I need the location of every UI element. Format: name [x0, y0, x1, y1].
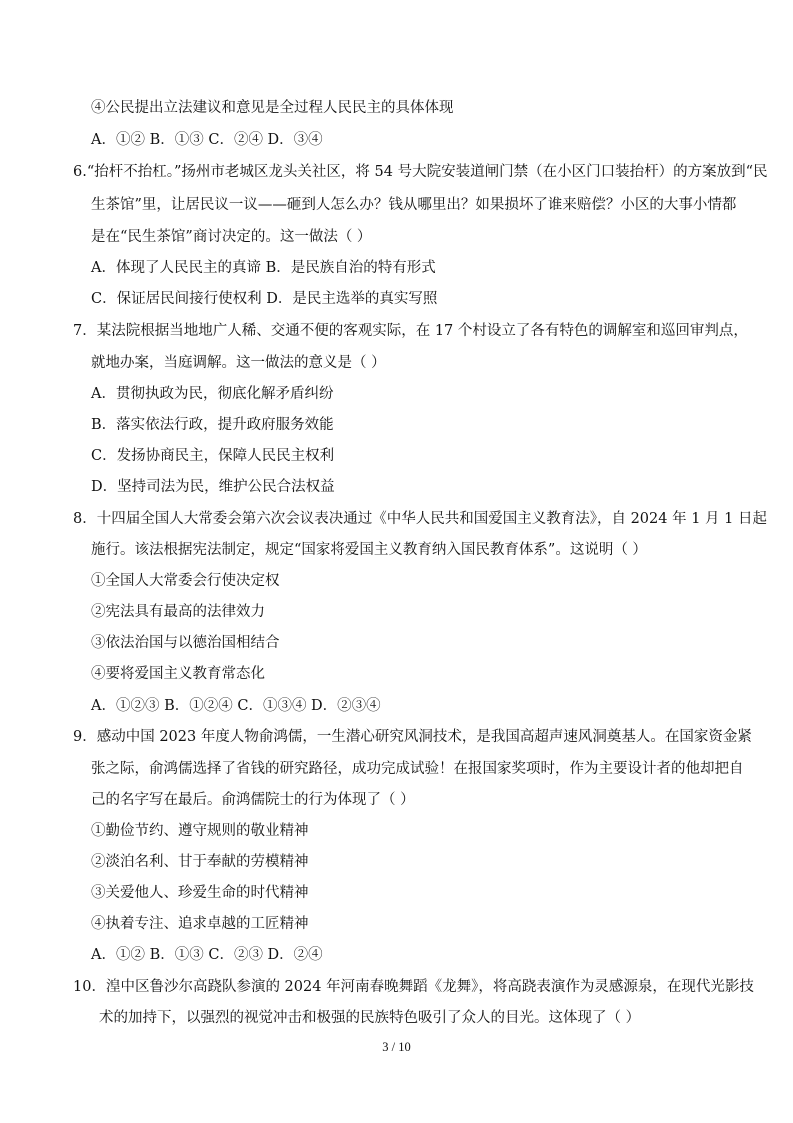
q7-option-d: D．坚持司法为民，维护公民合法权益	[91, 479, 335, 495]
q9-statement-4: ④执着专注、追求卓越的工匠精神	[91, 916, 309, 932]
q9-stem-line-2: 张之际，俞鸿儒选择了省钱的研究路径，成功完成试验！在报国家奖项时，作为主要设计者的他却把自	[91, 761, 744, 777]
q7-stem-line-1: 7．某法院根据当地地广人稀、交通不便的客观实际，在 17 个村设立了各有特色的调解室和巡回审判点，	[73, 323, 748, 339]
q9-stem-line-3: 己的名字写在最后。俞鸿儒院士的行为体现了（ ）	[91, 792, 415, 808]
q10-stem-line-2: 术的加持下，以强烈的视觉冲击和极强的民族特色吸引了众人的目光。这体现了（ ）	[99, 1010, 641, 1026]
q8-statement-2: ②宪法具有最高的法律效力	[91, 604, 265, 620]
q5-options: A．①② B．①③ C．②④ D．③④	[91, 132, 323, 148]
q7-option-c: C．发扬协商民主，保障人民民主权利	[91, 448, 335, 464]
q6-stem-line-3: 是在“民生茶馆”商讨决定的。这一做法（ ）	[91, 229, 372, 245]
q6-stem-line-1: 6.“抬杆不抬杠。”扬州市老城区龙头关社区，将 54 号大院安装道闸门禁（在小区门口装抬杆）的方案放到“民	[73, 164, 768, 180]
q10-stem-line-1: 10．湟中区鲁沙尔高跷队参演的 2024 年河南春晚舞蹈《龙舞》，将高跷表演作为灵感源泉，在现代光影技	[73, 979, 754, 995]
page-number: 3 / 10	[382, 1040, 411, 1054]
q9-statement-3: ③关爱他人、珍爱生命的时代精神	[91, 885, 309, 901]
q5-statement-4: ④公民提出立法建议和意见是全过程人民民主的具体体现	[91, 100, 454, 116]
q7-stem-line-2: 就地办案，当庭调解。这一做法的意义是（ ）	[91, 355, 386, 371]
q8-statement-1: ①全国人大常委会行使决定权	[91, 573, 280, 589]
q7-option-a: A．贯彻执政为民，彻底化解矛盾纠纷	[91, 386, 334, 402]
q8-stem-line-2: 施行。该法根据宪法制定，规定“国家将爱国主义教育纳入国民教育体系”。这说明（ ）	[91, 542, 647, 558]
q9-stem-line-1: 9．感动中国 2023 年度人物俞鸿儒，一生潜心研究风洞技术，是我国高超声速风洞奠基人。在国家资金紧	[73, 729, 752, 745]
q8-stem-line-1: 8．十四届全国人大常委会第六次会议表决通过《中华人民共和国爱国主义教育法》，自 2024 年 1 月 1 日起	[73, 511, 767, 527]
q9-statement-1: ①勤俭节约、遵守规则的敬业精神	[91, 823, 309, 839]
q6-stem-line-2: 生茶馆”里，让居民议一议——砸到人怎么办？钱从哪里出？如果损坏了谁来赔偿？小区的大事小情都	[91, 197, 737, 213]
q8-options: A．①②③ B．①②④ C．①③④ D．②③④	[91, 698, 381, 714]
q6-options-cd: C．保证居民间接行使权利 D．是民主选举的真实写照	[91, 291, 438, 307]
q7-option-b: B．落实依法行政，提升政府服务效能	[91, 417, 334, 433]
q6-options-ab: A．体现了人民民主的真谛 B．是民族自治的特有形式	[91, 260, 436, 276]
q8-statement-3: ③依法治国与以德治国相结合	[91, 635, 280, 651]
q9-statement-2: ②淡泊名利、甘于奉献的劳模精神	[91, 854, 309, 870]
q9-options: A．①② B．①③ C．②③ D．②④	[91, 947, 323, 963]
q8-statement-4: ④要将爱国主义教育常态化	[91, 666, 265, 682]
